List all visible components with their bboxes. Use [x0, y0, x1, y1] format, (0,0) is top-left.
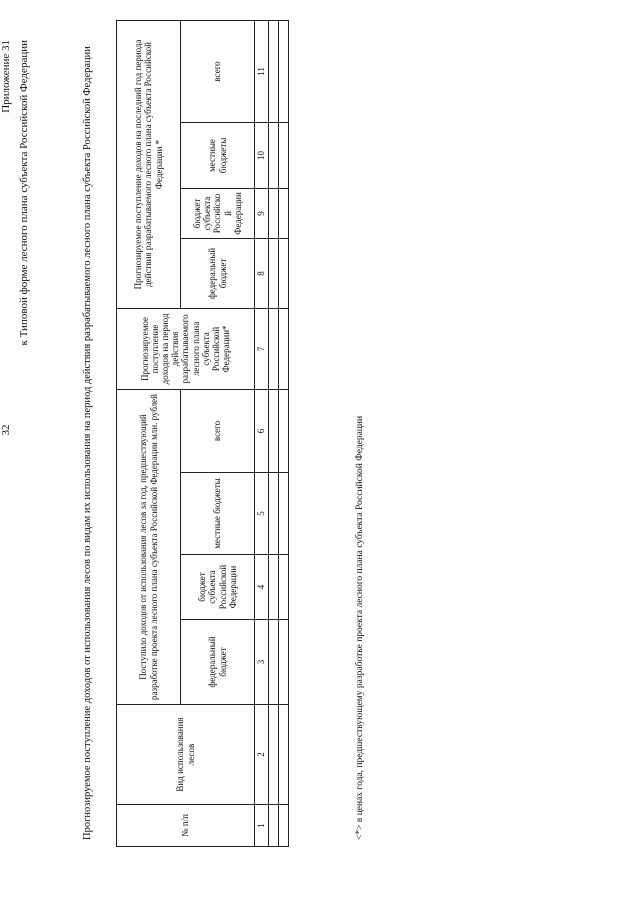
column-number: 6 [255, 389, 269, 472]
column-number: 3 [255, 620, 269, 705]
header-local-budgets: местные бюджеты [181, 122, 255, 188]
empty-cell [279, 238, 289, 308]
column-number: 11 [255, 20, 269, 122]
header-local-budgets: местные бюджеты [181, 473, 255, 555]
appendix-reference: к Типовой форме лесного плана субъекта Российской Федерации [18, 40, 30, 346]
empty-cell [269, 620, 279, 705]
appendix-label: Приложение 31 [0, 40, 12, 113]
column-number: 8 [255, 238, 269, 308]
header-use-type: Вид использования лесов [117, 705, 255, 805]
header-federal-budget: федеральный бюджет [181, 238, 255, 308]
empty-cell [279, 620, 289, 705]
header-total: всего [181, 20, 255, 122]
header-forecast-last-year: Прогнозируемое поступление доходов на последний год периода действия разрабатываемого лесного плана субъекта Российской Федерации * [117, 20, 181, 308]
empty-cell [279, 705, 289, 805]
empty-cell [279, 555, 289, 620]
empty-cell [269, 805, 279, 847]
empty-cell [269, 308, 279, 389]
empty-cell [269, 555, 279, 620]
income-forecast-table [116, 20, 289, 847]
header-regional-budget: бюджет субъекта Российской Федерации [181, 188, 255, 238]
empty-cell [279, 473, 289, 555]
column-number: 7 [255, 308, 269, 389]
header-federal-budget: федеральный бюджет [181, 620, 255, 705]
empty-cell [279, 389, 289, 472]
header-number: № п/п [117, 805, 255, 847]
footnote: <*> в ценах года, предшествующему разработке проекта лесного плана субъекта Российской Федерации [355, 415, 365, 840]
header-row-1 [117, 20, 181, 846]
page-number: 32 [0, 424, 12, 436]
column-number: 5 [255, 473, 269, 555]
column-number: 1 [255, 805, 269, 847]
empty-cell [279, 188, 289, 238]
column-number-row [255, 20, 269, 846]
header-total: всего [181, 389, 255, 472]
empty-cell [269, 389, 279, 472]
empty-cell [279, 122, 289, 188]
header-regional-budget: бюджет субъекта Российской Федерации [181, 555, 255, 620]
column-number: 2 [255, 705, 269, 805]
empty-cell [279, 20, 289, 122]
empty-data-row [269, 20, 279, 846]
document-title: Прогнозируемое поступление доходов от использования лесов по видам их использования на период действия разрабатываемого лесного плана субъекта Российской Федерации [82, 46, 93, 840]
column-number: 9 [255, 188, 269, 238]
empty-cell [269, 188, 279, 238]
column-number: 10 [255, 122, 269, 188]
header-forecast-period: Прогнозируемое поступление доходов на период действия разрабатываемого лесного плана субъекта Российской Федерации* [117, 308, 255, 389]
empty-cell [279, 308, 289, 389]
empty-cell [279, 805, 289, 847]
empty-cell [269, 20, 279, 122]
empty-cell [269, 122, 279, 188]
header-received-income: Поступило доходов от использования лесов за год, предшествующий разработке проекта лесного плана субъекта Российской Федерации млн. рублей [117, 389, 181, 704]
empty-cell [269, 473, 279, 555]
empty-data-row [279, 20, 289, 846]
column-number: 4 [255, 555, 269, 620]
empty-cell [269, 705, 279, 805]
empty-cell [269, 238, 279, 308]
